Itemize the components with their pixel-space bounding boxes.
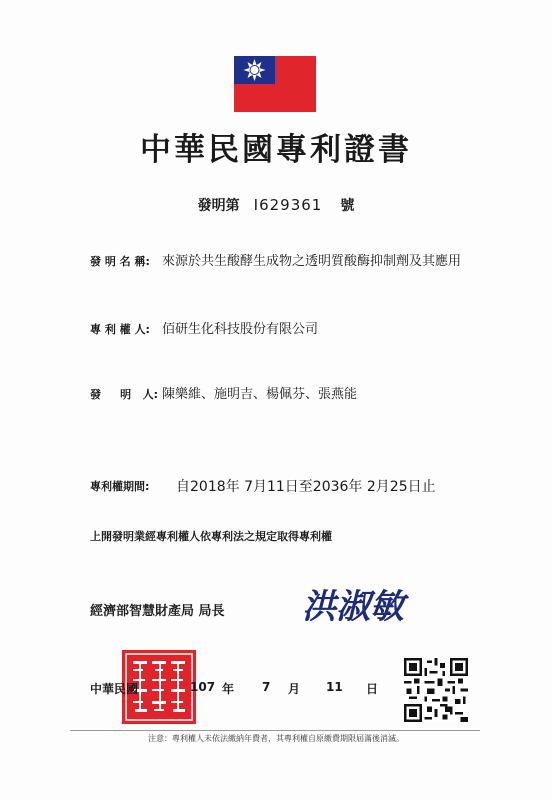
- invention-name-value: 來源於共生酸酵生成物之透明質酸酶抑制劑及其應用: [162, 254, 462, 269]
- footer-divider: [70, 730, 480, 731]
- flag-icon: [234, 56, 316, 112]
- invention-name-row: [90, 252, 462, 272]
- issue-year-unit: 年: [222, 682, 235, 696]
- patent-number: I629361: [253, 196, 323, 214]
- issue-date-prefix: 中華民國: [90, 682, 139, 696]
- issue-day-unit: 日: [366, 682, 379, 696]
- inventor-row: [90, 385, 462, 405]
- document-title: 中華民國專利證書: [140, 132, 412, 168]
- patent-term-row: [90, 477, 436, 497]
- inventor-label: 發 明 人:: [90, 388, 159, 401]
- patent-term-value: 自2018年 7月11日至2036年 2月25日止: [176, 479, 436, 495]
- director-signature: [300, 584, 430, 628]
- patent-suffix: 號: [340, 198, 355, 214]
- patent-holder-label: 專 利 權 人:: [90, 323, 150, 336]
- grant-statement: 上開發明業經專利權人依專利法之規定取得專利權: [90, 530, 332, 543]
- footer-note: 注意：專利權人未依法繳納年費者，其專利權自原繳費期限屆滿後消滅。: [148, 734, 404, 743]
- signature-text: 洪淑敏: [302, 587, 404, 627]
- inventor-value: 陳樂維、施明吉、楊佩芬、張燕能: [162, 387, 358, 402]
- issue-year: 107: [190, 680, 216, 694]
- patent-label: 發明第: [197, 198, 240, 214]
- patent-holder-value: 佰研生化科技股份有限公司: [162, 322, 319, 337]
- issue-month: 7: [262, 680, 271, 694]
- issue-day: 11: [326, 680, 343, 694]
- patent-holder-row: [90, 320, 462, 340]
- patent-number-line: [0, 195, 552, 215]
- qr-code-icon: [404, 658, 468, 722]
- issue-month-unit: 月: [288, 682, 301, 696]
- invention-name-label: 發 明 名 稱:: [90, 255, 150, 268]
- patent-term-label: 專利權期間:: [90, 480, 150, 493]
- issuing-authority: 經濟部智慧財產局 局長: [90, 604, 225, 619]
- issue-date: [90, 680, 390, 700]
